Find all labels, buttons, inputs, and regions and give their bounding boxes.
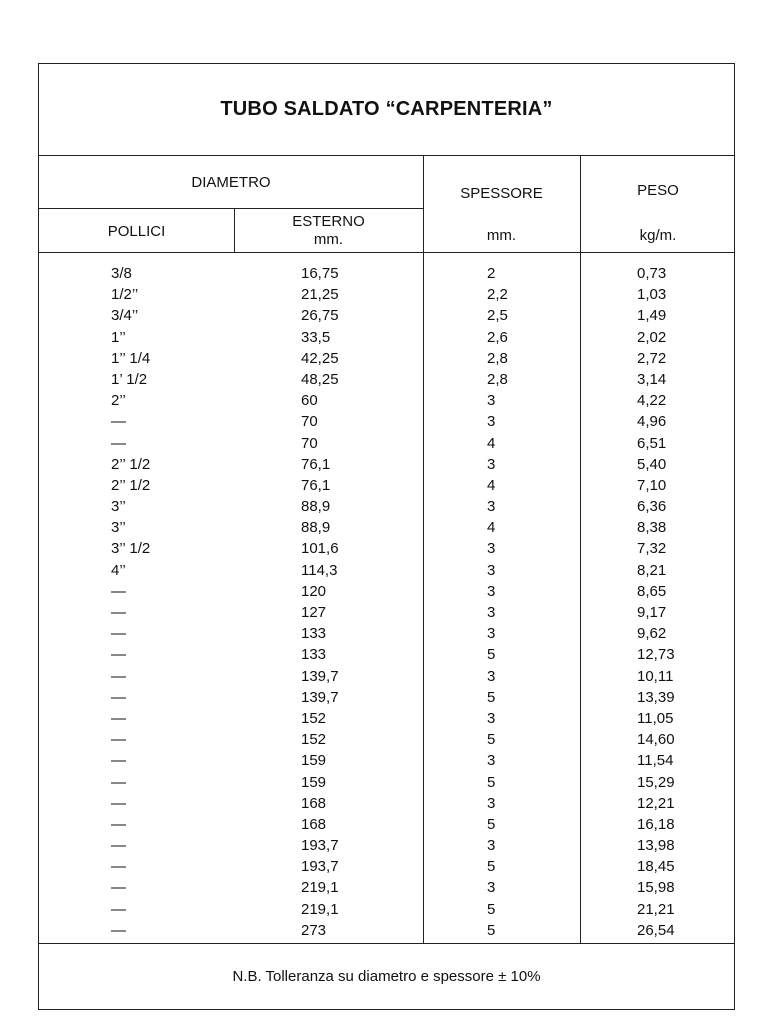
esterno-divider: [423, 156, 424, 943]
header-spessore-unit: mm.: [486, 227, 517, 244]
column-pollici: [111, 263, 150, 941]
cell-spessore: 2,8: [487, 349, 508, 367]
cell-pollici: —: [111, 879, 126, 897]
header-esterno-label: ESTERNO: [292, 213, 365, 230]
cell-pollici: —: [111, 794, 126, 812]
cell-esterno: 133: [301, 646, 327, 664]
cell-esterno: 152: [301, 731, 327, 749]
cell-pollici: —: [111, 837, 126, 855]
cell-peso: 9,62: [637, 625, 667, 643]
diametro-divider: [39, 208, 423, 209]
cell-pollici: —: [111, 815, 126, 833]
cell-esterno: 152: [301, 709, 327, 727]
cell-pollici: 3/8: [111, 265, 132, 282]
cell-spessore: 3: [487, 498, 496, 516]
cell-pollici: —: [111, 752, 126, 770]
cell-peso: 13,98: [637, 837, 675, 855]
cell-pollici: 4’’: [111, 561, 126, 579]
cell-pollici: —: [111, 900, 126, 918]
cell-peso: 8,38: [637, 519, 667, 537]
table-title: TUBO SALDATO “CARPENTERIA”: [39, 64, 734, 156]
cell-spessore: 2,5: [487, 307, 508, 325]
cell-peso: 7,32: [637, 540, 667, 558]
cell-spessore: 3: [487, 625, 496, 643]
cell-esterno: 70: [301, 413, 318, 431]
cell-spessore: 3: [487, 582, 496, 600]
cell-esterno: 127: [301, 604, 327, 621]
cell-esterno: 70: [301, 434, 318, 452]
cell-peso: 2,02: [637, 328, 667, 346]
cell-pollici: 2’’ 1/2: [111, 476, 151, 494]
cell-esterno: 76,1: [301, 455, 331, 473]
cell-esterno: 219,1: [301, 900, 339, 918]
cell-esterno: 76,1: [301, 476, 331, 494]
cell-esterno: 193,7: [301, 837, 339, 855]
header-bottom-divider: [39, 252, 734, 253]
spessore-divider: [580, 156, 581, 943]
cell-esterno: 21,25: [301, 286, 339, 304]
column-peso: [637, 263, 675, 941]
cell-pollici: 1/2’’: [111, 286, 139, 304]
cell-pollici: —: [111, 646, 126, 664]
cell-peso: 7,10: [637, 476, 667, 494]
data-table: [38, 63, 735, 1010]
cell-esterno: 101,6: [301, 540, 339, 558]
cell-peso: 8,21: [637, 561, 667, 579]
cell-spessore: 5: [487, 858, 496, 876]
cell-peso: 0,73: [637, 265, 667, 282]
cell-esterno: 88,9: [301, 498, 331, 516]
cell-peso: 10,11: [637, 667, 674, 685]
cell-pollici: —: [111, 582, 126, 600]
cell-pollici: —: [111, 434, 126, 452]
cell-peso: 13,39: [637, 688, 675, 706]
cell-pollici: —: [111, 667, 126, 685]
cell-pollici: —: [111, 688, 126, 706]
cell-peso: 14,60: [637, 731, 675, 749]
cell-peso: 21,21: [637, 900, 675, 918]
cell-pollici: 3’’: [111, 498, 126, 516]
cell-spessore: 3: [487, 455, 496, 473]
cell-pollici: 1’ 1/2: [111, 370, 148, 388]
cell-esterno: 219,1: [301, 879, 339, 897]
cell-pollici: —: [111, 921, 126, 939]
cell-esterno: 273: [301, 921, 327, 939]
cell-pollici: 2’’ 1/2: [111, 455, 151, 473]
cell-spessore: 2,2: [487, 286, 508, 304]
cell-peso: 18,45: [637, 858, 675, 876]
header-diametro: DIAMETRO: [191, 174, 271, 191]
cell-pollici: —: [111, 709, 126, 727]
cell-spessore: 3: [487, 837, 496, 855]
cell-pollici: 3/4’’: [111, 307, 139, 325]
cell-spessore: 3: [487, 794, 496, 812]
cell-esterno: 168: [301, 794, 327, 812]
cell-spessore: 2,8: [487, 370, 508, 388]
cell-spessore: 5: [487, 773, 496, 791]
cell-peso: 1,49: [637, 307, 667, 325]
cell-spessore: 3: [487, 879, 496, 897]
header-peso: PESO: [637, 182, 679, 199]
cell-pollici: —: [111, 413, 126, 431]
cell-peso: 4,96: [637, 413, 667, 431]
cell-spessore: 5: [487, 900, 496, 918]
cell-pollici: —: [111, 731, 126, 749]
cell-peso: 1,03: [637, 286, 667, 304]
cell-peso: 2,72: [637, 349, 667, 367]
cell-peso: 6,36: [637, 498, 667, 516]
cell-pollici: —: [111, 625, 126, 643]
cell-pollici: —: [111, 858, 126, 876]
cell-spessore: 3: [487, 752, 496, 770]
cell-spessore: 5: [487, 688, 496, 706]
cell-peso: 11,54: [637, 752, 674, 770]
cell-esterno: 159: [301, 773, 327, 791]
cell-spessore: 2,6: [487, 328, 508, 346]
cell-peso: 5,40: [637, 455, 667, 473]
cell-peso: 9,17: [637, 604, 667, 621]
cell-spessore: 4: [487, 434, 496, 452]
header-esterno: [234, 213, 423, 249]
cell-peso: 3,14: [637, 370, 667, 388]
cell-peso: 26,54: [637, 921, 675, 939]
cell-pollici: 3’’ 1/2: [111, 540, 151, 558]
cell-esterno: 133: [301, 625, 327, 643]
cell-esterno: 16,75: [301, 265, 339, 282]
cell-peso: 11,05: [637, 709, 674, 727]
cell-pollici: 2’’: [111, 392, 126, 410]
cell-pollici: —: [111, 773, 126, 791]
cell-spessore: 5: [487, 646, 496, 664]
cell-esterno: 139,7: [301, 688, 339, 706]
cell-pollici: 1’’ 1/4: [111, 349, 151, 367]
cell-esterno: 88,9: [301, 519, 331, 537]
cell-spessore: 3: [487, 540, 496, 558]
cell-esterno: 26,75: [301, 307, 339, 325]
cell-spessore: 3: [487, 413, 496, 431]
cell-peso: 4,22: [637, 392, 667, 410]
cell-pollici: 3’’: [111, 519, 126, 537]
cell-esterno: 159: [301, 752, 327, 770]
cell-peso: 6,51: [637, 434, 667, 452]
cell-spessore: 3: [487, 604, 496, 621]
header-spessore: SPESSORE: [460, 185, 543, 202]
cell-esterno: 42,25: [301, 349, 339, 367]
cell-esterno: 139,7: [301, 667, 339, 685]
header-esterno-unit: mm.: [313, 231, 344, 248]
cell-esterno: 60: [301, 392, 318, 410]
cell-spessore: 3: [487, 709, 496, 727]
cell-esterno: 168: [301, 815, 327, 833]
column-spessore: [487, 263, 508, 941]
cell-esterno: 114,3: [301, 561, 338, 579]
cell-peso: 12,21: [637, 794, 675, 812]
cell-spessore: 3: [487, 667, 496, 685]
cell-esterno: 193,7: [301, 858, 339, 876]
header-pollici: POLLICI: [107, 223, 166, 240]
cell-spessore: 4: [487, 519, 496, 537]
cell-spessore: 2: [487, 265, 496, 282]
cell-spessore: 4: [487, 476, 496, 494]
cell-peso: 12,73: [637, 646, 675, 664]
cell-peso: 16,18: [637, 815, 675, 833]
cell-peso: 8,65: [637, 582, 667, 600]
cell-peso: 15,29: [637, 773, 675, 791]
cell-pollici: —: [111, 604, 126, 621]
cell-spessore: 3: [487, 392, 496, 410]
cell-peso: 15,98: [637, 879, 675, 897]
cell-pollici: 1’’: [111, 328, 126, 346]
cell-spessore: 5: [487, 731, 496, 749]
cell-esterno: 33,5: [301, 328, 331, 346]
column-esterno: [301, 263, 339, 941]
cell-esterno: 120: [301, 582, 327, 600]
cell-spessore: 5: [487, 921, 496, 939]
tolerance-note: N.B. Tolleranza su diametro e spessore ± 10%: [232, 967, 541, 985]
cell-spessore: 3: [487, 561, 496, 579]
cell-spessore: 5: [487, 815, 496, 833]
cell-esterno: 48,25: [301, 370, 339, 388]
header-peso-unit: kg/m.: [639, 227, 677, 244]
